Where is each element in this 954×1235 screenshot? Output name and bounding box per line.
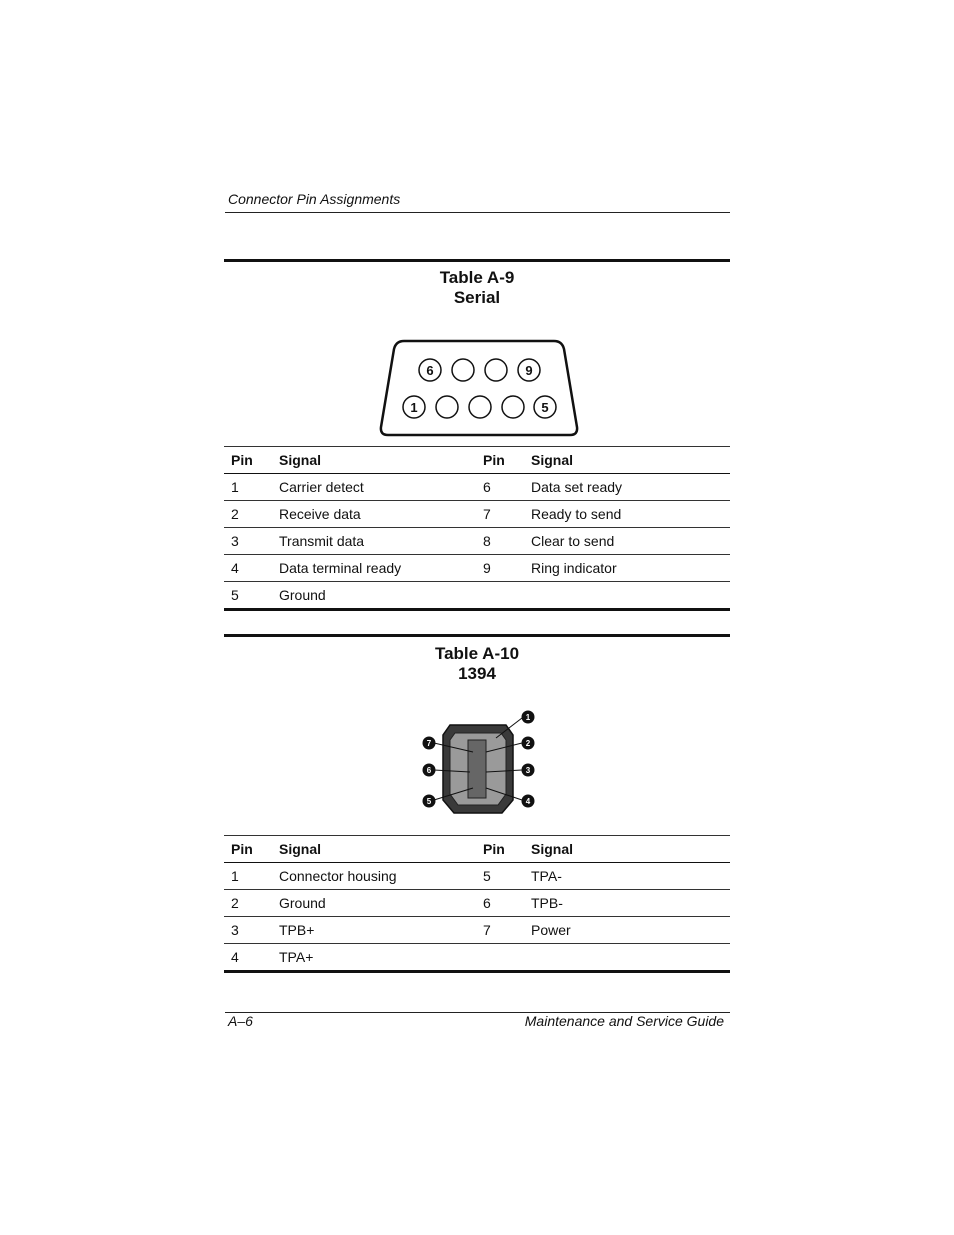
table-row (224, 501, 730, 528)
table-cell: 3 (224, 528, 272, 555)
table-row (224, 917, 730, 944)
column-header: Pin (476, 836, 524, 863)
table-cell: Carrier detect (272, 474, 476, 501)
table-a10-title: 1394 (458, 664, 496, 683)
table-cell: TPA+ (272, 944, 476, 972)
table-cell: 8 (476, 528, 524, 555)
table-cell: TPB- (524, 890, 730, 917)
serial-connector-shell (381, 341, 577, 435)
table-row (224, 582, 730, 610)
table-cell (524, 582, 730, 610)
table-cell: 5 (476, 863, 524, 890)
table-cell: 1 (224, 474, 272, 501)
table-cell: TPB+ (272, 917, 476, 944)
table-a9-title: Serial (453, 288, 501, 307)
table-cell: Ground (272, 582, 476, 610)
table-a10-top-rule (224, 634, 730, 637)
table-row (224, 890, 730, 917)
table-cell: TPA- (524, 863, 730, 890)
table-cell: 7 (476, 501, 524, 528)
serial-pin-8 (485, 359, 507, 381)
column-header: Signal (272, 836, 476, 863)
table-cell: 9 (476, 555, 524, 582)
table-cell: 3 (224, 917, 272, 944)
serial-connector-diagram (378, 338, 580, 440)
table-a10-caption (224, 644, 730, 684)
table-cell: 6 (476, 474, 524, 501)
table-cell: Ground (272, 890, 476, 917)
header-rule (225, 212, 730, 213)
table-cell: Power (524, 917, 730, 944)
table-cell (476, 944, 524, 972)
table-cell: 4 (224, 555, 272, 582)
table-cell: 6 (476, 890, 524, 917)
serial-pin-2 (436, 396, 458, 418)
column-header: Pin (224, 836, 272, 863)
table-cell: Data terminal ready (272, 555, 476, 582)
serial-pin-4 (502, 396, 524, 418)
column-header: Signal (272, 447, 476, 474)
table-cell: Clear to send (524, 528, 730, 555)
table-cell: 2 (224, 890, 272, 917)
table-cell: Data set ready (524, 474, 730, 501)
serial-pin-label-1: 1 (410, 400, 418, 415)
firewire-pin-label-2: 2 (525, 739, 531, 748)
page-number: A–6 (228, 1013, 253, 1029)
table-header-row (224, 836, 730, 863)
column-header: Pin (224, 447, 272, 474)
column-header: Signal (524, 447, 730, 474)
table-row (224, 555, 730, 582)
serial-pin-label-5: 5 (541, 400, 549, 415)
table-row (224, 863, 730, 890)
table-cell (524, 944, 730, 972)
firewire-pin-label-4: 4 (525, 797, 531, 806)
table-a9-number: Table A-9 (439, 268, 515, 287)
table-row (224, 944, 730, 972)
serial-pin-3 (469, 396, 491, 418)
table-cell: Receive data (272, 501, 476, 528)
table-a9-caption (224, 268, 730, 308)
table-cell: Ring indicator (524, 555, 730, 582)
table-row (224, 528, 730, 555)
serial-pin-label-9: 9 (525, 363, 533, 378)
firewire-pin-label-3: 3 (525, 766, 531, 775)
firewire-pin-label-6: 6 (426, 766, 432, 775)
firewire-contact-block (468, 740, 486, 798)
table-cell: 1 (224, 863, 272, 890)
table-a9-top-rule (224, 259, 730, 262)
table-cell: 7 (476, 917, 524, 944)
firewire-pin-label-5: 5 (426, 797, 432, 806)
column-header: Signal (524, 836, 730, 863)
serial-pin-label-6: 6 (426, 363, 434, 378)
table-cell (476, 582, 524, 610)
table-cell: Transmit data (272, 528, 476, 555)
table-cell: Connector housing (272, 863, 476, 890)
table-cell: Ready to send (524, 501, 730, 528)
running-header: Connector Pin Assignments (228, 191, 401, 207)
table-cell: 5 (224, 582, 272, 610)
serial-pin-table (224, 446, 730, 611)
serial-pin-7 (452, 359, 474, 381)
firewire-pin-label-1: 1 (525, 713, 531, 722)
running-footer-title: Maintenance and Service Guide (524, 1013, 724, 1029)
table-row (224, 474, 730, 501)
table-header-row (224, 447, 730, 474)
firewire-connector-diagram (418, 708, 540, 818)
column-header: Pin (476, 447, 524, 474)
table-a10-number: Table A-10 (434, 644, 520, 663)
table-cell: 2 (224, 501, 272, 528)
firewire-pin-table (224, 835, 730, 973)
firewire-pin-label-7: 7 (426, 739, 432, 748)
table-cell: 4 (224, 944, 272, 972)
